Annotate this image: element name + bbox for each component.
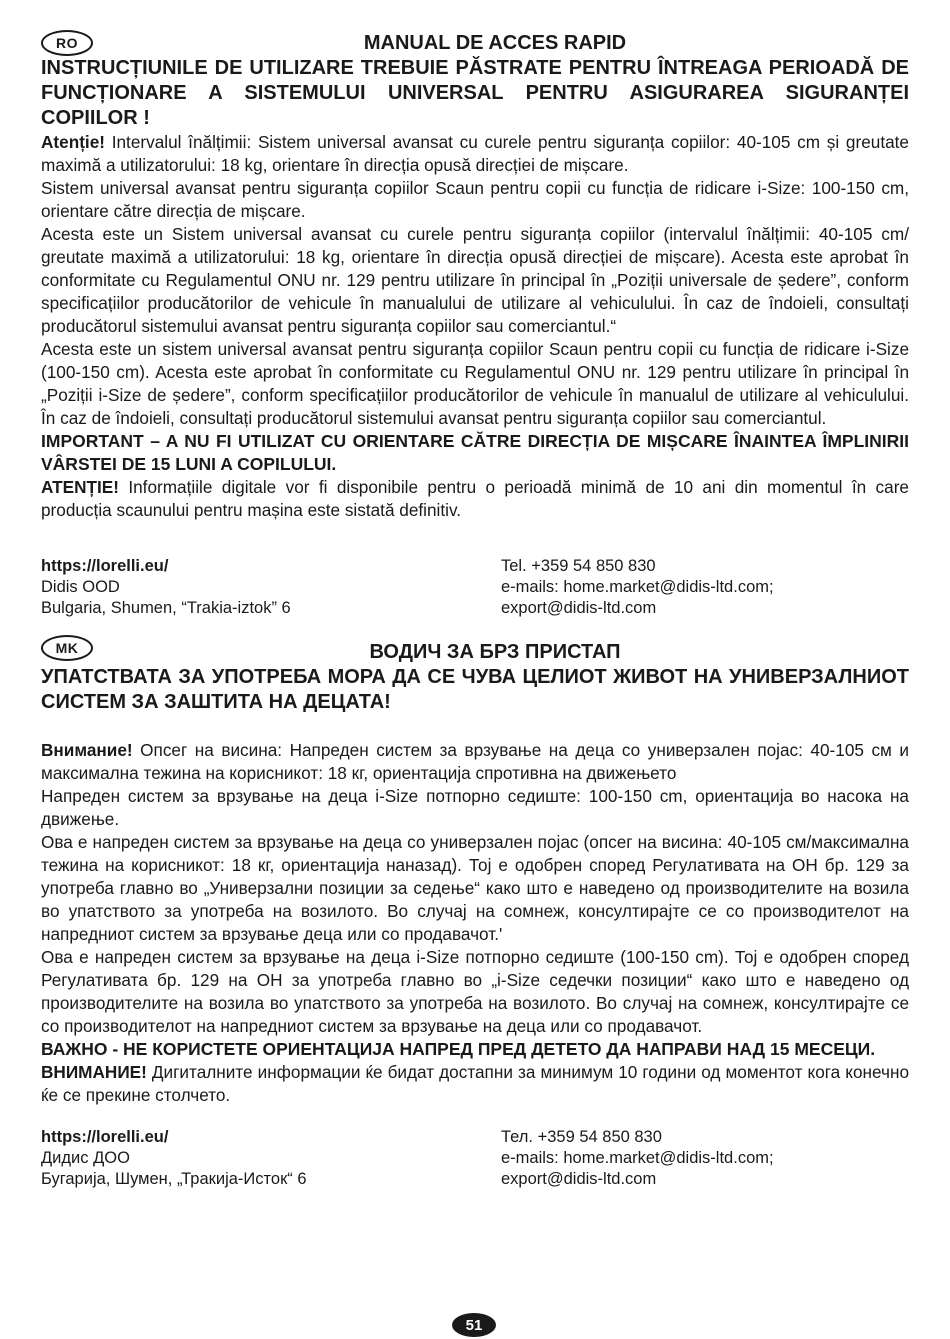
- phone-mk: Тел. +359 54 850 830: [501, 1128, 662, 1146]
- paragraph-mk-5: [41, 1061, 909, 1107]
- lead-ro-1: Atenție!: [41, 132, 105, 152]
- paragraph-ro-5: [41, 476, 909, 522]
- text-mk-1: Опсег на висина: Напреден систем за врзување на деца со универзален појас: 40-105 см и максимална тежина на корисникот: 18 кг, ориентација спротивна на движењето: [41, 740, 909, 783]
- website-link-ro[interactable]: https://lorelli.eu/: [41, 557, 169, 575]
- email-ro-2: export@didis-ltd.com: [501, 599, 657, 617]
- paragraph-ro-3: Acesta este un Sistem universal avansat cu curele pentru siguranța copiilor (intervalul înălțimii: 40-105 cm/ greutate maximă a utilizatorului: 18 kg, orientare în direcția opusă direcției de mișcare). Acesta este aprobat în conformitate cu Regulamentul ONU nr. 129 pentru utilizare în principal în „Poziții universale de ședere”, conform specificațiilor producătorilor de vehicule în manualului de utilizare al vehiculului. În caz de îndoieli, consultați producătorul sistemului avansat pentru siguranța copiilor sau comerciantul.“: [41, 224, 909, 336]
- page-number: 51: [452, 1313, 496, 1337]
- address-mk: Бугарија, Шумен, „Тракија-Исток“ 6: [41, 1170, 307, 1188]
- text-ro-5: Informațiile digitale vor fi disponibile pentru o perioadă minimă de 10 ani din momentul în care producția scaunului pentru mașina este sistată definitiv.: [41, 477, 909, 520]
- important-mk: ВАЖНО - НЕ КОРИСТЕТЕ ОРИЕНТАЦИЈА НАПРЕД ПРЕД ДЕТЕТО ДА НАПРАВИ НАД 15 МЕСЕЦИ.: [41, 1039, 876, 1059]
- contact-block-ro: [41, 556, 909, 619]
- language-badge-ro: RO: [41, 30, 93, 56]
- section-title-mk: ВОДИЧ ЗА БРЗ ПРИСТАП: [369, 641, 621, 663]
- headline-mk: УПАТСТВАТА ЗА УПОТРЕБА МОРА ДА СЕ ЧУВА ЦЕЛИОТ ЖИВОТ НА УНИВЕРЗАЛНИОТ СИСТЕМ ЗА ЗАШТИТА НА ДЕЦАТА!: [41, 666, 909, 713]
- important-ro: IMPORTANT – A NU FI UTILIZAT CU ORIENTARE CĂTRE DIRECȚIA DE MIȘCARE ÎNAINTEA ÎMPLINIRII VÂRSTEI DE 15 LUNI A COPILULUI.: [41, 431, 909, 474]
- email-ro-1: e-mails: home.market@didis-ltd.com;: [501, 578, 774, 596]
- website-link-mk[interactable]: https://lorelli.eu/: [41, 1128, 169, 1146]
- lead-mk-1: Внимание!: [41, 740, 133, 760]
- section-title-ro: MANUAL DE ACCES RAPID: [363, 32, 627, 54]
- paragraph-ro-2: Sistem universal avansat pentru siguranța copiilor Scaun pentru copii cu funcția de ridicare i-Size: 100-150 cm, orientare către direcția de mișcare.: [41, 178, 909, 221]
- paragraph-mk-2: Напреден систем за врзување на деца i-Size потпорно седиште: 100-150 cm, ориентација во насока на движење.: [41, 786, 909, 829]
- headline-ro: INSTRUCȚIUNILE DE UTILIZARE TREBUIE PĂSTRATE PENTRU ÎNTREAGA PERIOADĂ DE FUNCȚIONARE A SISTEMULUI UNIVERSAL PENTRU ASIGURAREA SIGURANȚEI COPIILOR !: [41, 57, 909, 129]
- company-ro: Didis OOD: [41, 578, 120, 596]
- paragraph-ro-1: [41, 131, 909, 177]
- email-mk-1: e-mails: home.market@didis-ltd.com;: [501, 1149, 774, 1167]
- manual-page: [41, 30, 909, 1190]
- address-ro: Bulgaria, Shumen, “Trakia-iztok” 6: [41, 599, 291, 617]
- language-badge-mk: MK: [41, 635, 93, 661]
- lead-mk-5: ВНИМАНИЕ!: [41, 1062, 147, 1082]
- phone-ro: Tel. +359 54 850 830: [501, 557, 656, 575]
- company-mk: Дидис ДОО: [41, 1149, 130, 1167]
- paragraph-mk-4: Ова е напреден систем за врзување на деца i-Size потпорно седиште (100-150 cm). Тој е одобрен според Регулативата бр. 129 на ОН за употреба главно во „i-Size седечки позиции“ како што е наведено од производителите на возила во упатството за употреба на возилото. Во случај на сомнеж, консултирајте се со производителот на напредниот систем за врзување на деца или со продавачот.: [41, 947, 909, 1036]
- text-mk-5: Дигиталните информации ќе бидат достапни за минимум 10 години од моментот кога конечно ќе се прекине столчето.: [41, 1062, 909, 1105]
- contact-block-mk: [41, 1127, 909, 1190]
- paragraph-ro-4: Acesta este un sistem universal avansat pentru siguranța copiilor Scaun pentru copii cu funcția de ridicare i-Size (100-150 cm). Acesta este aprobat în conformitate cu Regulamentul ONU nr. 129 pentru utilizare în principal în „Poziții i-Size de ședere”, conform specificațiilor producătorilor de vehicule în manualul de utilizare al vehiculului. În caz de îndoieli, consultați producătorul sistemului avansat pentru siguranța copiilor sau comerciantul.: [41, 339, 909, 428]
- section-ro: [41, 30, 909, 619]
- lead-ro-5: ATENȚIE!: [41, 477, 119, 497]
- section-mk: [41, 635, 909, 1190]
- text-ro-1: Intervalul înălțimii: Sistem universal avansat cu curele pentru siguranța copiilor: 40-105 cm și greutate maximă a utilizatorului: 18 kg, orientare în direcția opusă direcției de mișcare.: [41, 132, 909, 175]
- email-mk-2: export@didis-ltd.com: [501, 1170, 657, 1188]
- paragraph-mk-1: [41, 739, 909, 785]
- paragraph-mk-3: Ова е напреден систем за врзување на деца со универзален појас (опсег на висина: 40-105 см/максимална тежина на корисникот: 18 кг, ориентација наназад). Тој е одобрен според Регулативата на ОН бр. 129 за употреба главно во „Универзални позиции за седење“ како што е наведено од производителите на возила во упатството за употреба на возилото. Во случај на сомнеж, консултирајте се со производителот на напредниот систем за врзување деца или со продавачот.': [41, 832, 909, 944]
